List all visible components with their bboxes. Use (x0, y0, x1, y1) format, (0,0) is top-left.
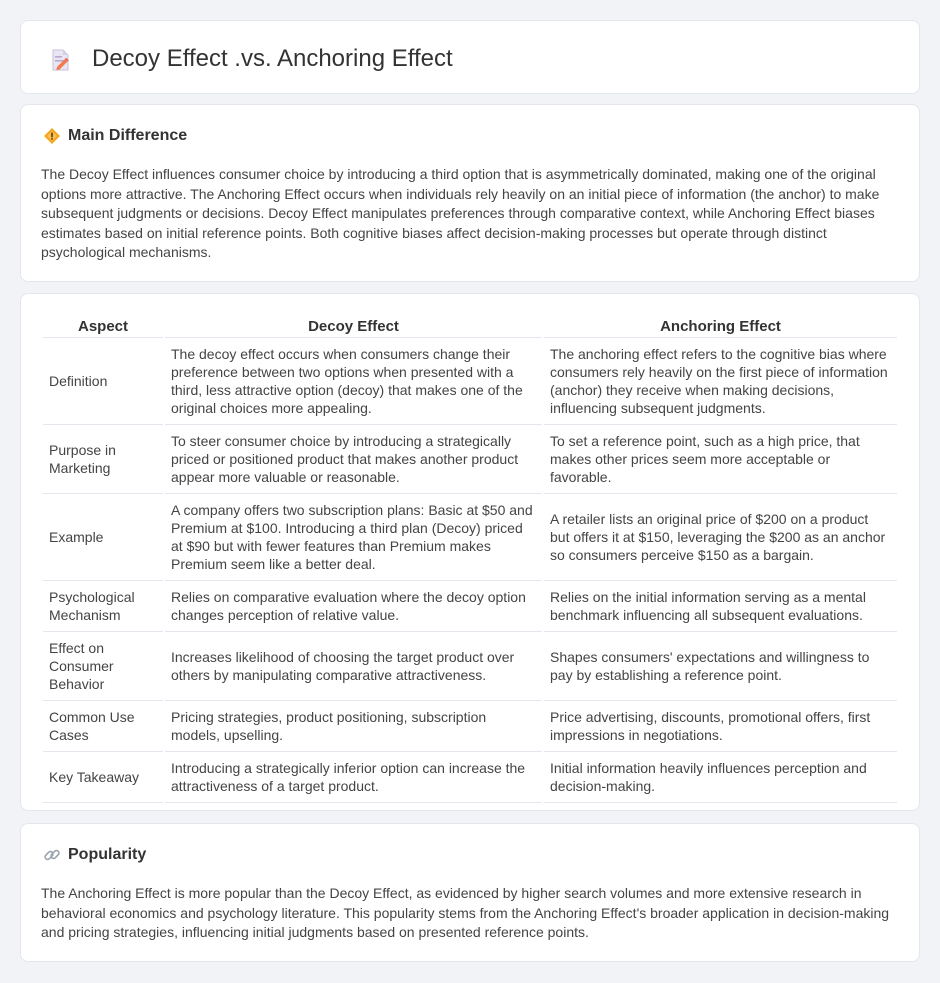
diamond-warning-icon (43, 127, 61, 145)
table-row (43, 425, 897, 494)
row-decoy: Introducing a strategically inferior option can increase the attractiveness of a target product. (165, 752, 542, 803)
comparison-table (41, 314, 899, 803)
row-aspect: Psychological Mechanism (43, 581, 163, 632)
header-aspect: Aspect (43, 314, 163, 338)
row-anchoring: To set a reference point, such as a high price, that makes other prices seem more acceptable or favorable. (544, 425, 897, 494)
main-difference-title: Main Difference (68, 127, 188, 144)
table-row (43, 701, 897, 752)
header-anchoring: Anchoring Effect (544, 314, 897, 338)
row-anchoring: Initial information heavily influences perception and decision-making. (544, 752, 897, 803)
popularity-card (20, 823, 920, 962)
main-difference-text: The Decoy Effect influences consumer choice by introducing a third option that is asymmetrically dominated, making one of the original options more attractive. The Anchoring Effect occurs when individuals rely heavily on an initial piece of information (the anchor) to make subsequent judgments or decisions. Decoy Effect manipulates preferences through comparative context, while Anchoring Effect biases estimates based on initial reference points. Both cognitive biases affect decision-making processes but operate through distinct psychological mechanisms. (41, 166, 880, 260)
row-aspect: Definition (43, 338, 163, 425)
popularity-text: The Anchoring Effect is more popular than the Decoy Effect, as evidenced by higher search volumes and more extensive research in behavioral economics and psychology literature. This popularity stems from the Anchoring Effect's broader application in decision-making and pricing strategies, influencing initial judgments based on presented reference points. (41, 885, 890, 940)
document-edit-icon (48, 48, 72, 72)
row-anchoring: Price advertising, discounts, promotional offers, first impressions in negotiations. (544, 701, 897, 752)
row-aspect: Effect on Consumer Behavior (43, 632, 163, 701)
row-anchoring: A retailer lists an original price of $200 on a product but offers it at $150, leveraging the $200 as an anchor so consumers perceive $150 as a bargain. (544, 494, 897, 581)
main-difference-heading (43, 127, 187, 145)
row-anchoring: Relies on the initial information serving as a mental benchmark influencing all subsequent evaluations. (544, 581, 897, 632)
table-header-row (43, 314, 897, 338)
row-anchoring: Shapes consumers' expectations and willingness to pay by establishing a reference point. (544, 632, 897, 701)
header-decoy: Decoy Effect (165, 314, 542, 338)
table-row (43, 752, 897, 803)
main-difference-card (20, 104, 920, 282)
row-decoy: Pricing strategies, product positioning, subscription models, upselling. (165, 701, 542, 752)
header-card (20, 20, 920, 94)
row-anchoring: The anchoring effect refers to the cognitive bias where consumers rely heavily on the first piece of information (anchor) they receive when making decisions, influencing subsequent judgments. (544, 338, 897, 425)
page-title: Decoy Effect .vs. Anchoring Effect (92, 45, 453, 72)
link-icon (43, 846, 61, 864)
table-row (43, 632, 897, 701)
table-row (43, 581, 897, 632)
row-decoy: The decoy effect occurs when consumers change their preference between two options when presented with a third, less attractive option (decoy) that makes one of the original choices more appealing. (165, 338, 542, 425)
row-decoy: A company offers two subscription plans: Basic at $50 and Premium at $100. Introducing a third plan (Decoy) priced at $90 but with fewer features than Premium makes Premium seem like a better deal. (165, 494, 542, 581)
comparison-card (20, 293, 920, 811)
row-aspect: Key Takeaway (43, 752, 163, 803)
popularity-heading (43, 846, 146, 864)
row-decoy: Increases likelihood of choosing the target product over others by manipulating comparative attractiveness. (165, 632, 542, 701)
row-aspect: Common Use Cases (43, 701, 163, 752)
row-decoy: To steer consumer choice by introducing a strategically priced or positioned product that makes another product appear more valuable or reasonable. (165, 425, 542, 494)
row-aspect: Purpose in Marketing (43, 425, 163, 494)
table-row (43, 338, 897, 425)
row-aspect: Example (43, 494, 163, 581)
popularity-title: Popularity (68, 846, 147, 863)
table-row (43, 494, 897, 581)
row-decoy: Relies on comparative evaluation where the decoy option changes perception of relative value. (165, 581, 542, 632)
